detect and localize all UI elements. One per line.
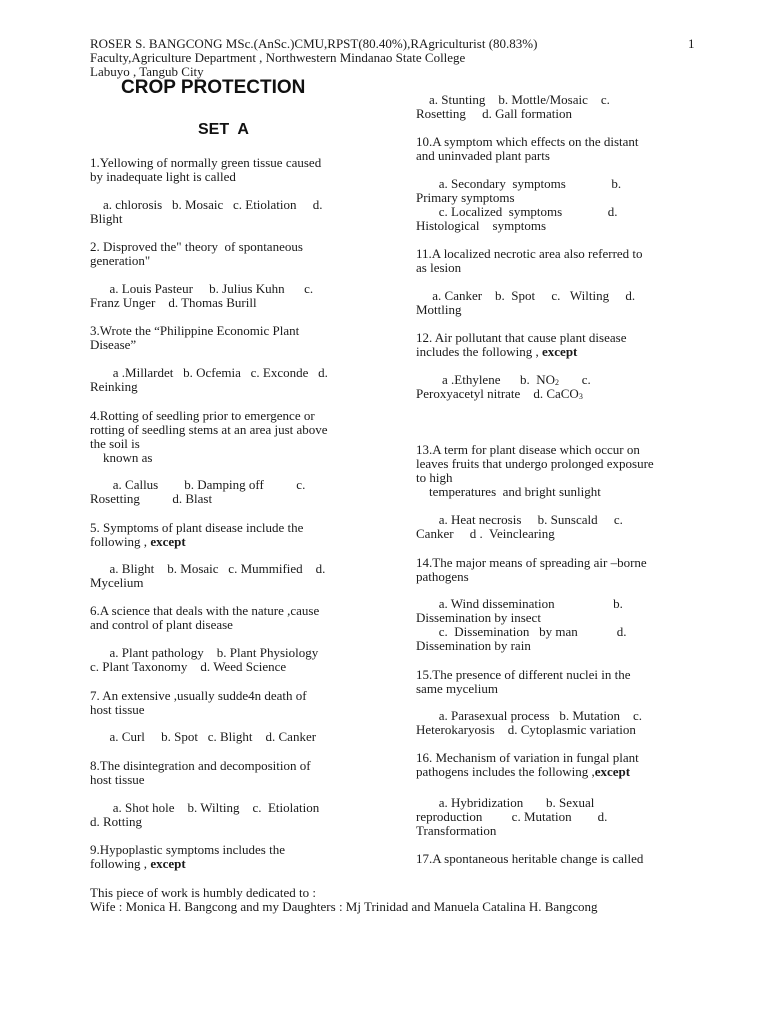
document-title: CROP PROTECTION — [121, 77, 306, 98]
left-column-line: Blight — [90, 211, 123, 226]
right-column-line: Dissemination by insect — [416, 610, 541, 625]
left-column-line: rotting of seedling stems at an area just above — [90, 422, 328, 437]
right-column-line: 12. Air pollutant that cause plant disease — [416, 330, 627, 345]
left-column-line: host tissue — [90, 772, 145, 787]
left-column-line: Rosetting d. Blast — [90, 491, 213, 506]
right-column-line: includes the following , except — [416, 344, 578, 359]
right-column-line: a. Hybridization b. Sexual — [416, 795, 595, 810]
right-column-line: Mottling — [416, 302, 462, 317]
right-column-line: Transformation — [416, 823, 497, 838]
right-column-line: Primary symptoms — [416, 190, 515, 205]
emphasis-except: except — [594, 764, 631, 779]
left-column-line: generation" — [90, 253, 151, 268]
right-column-line: Peroxyacetyl nitrate d. CaCO$_3$ — [416, 386, 583, 401]
right-column-line: a. Parasexual process b. Mutation c. — [416, 708, 643, 723]
left-column-line: Disease” — [90, 337, 137, 352]
left-column-line: d. Rotting — [90, 814, 143, 829]
right-column-line: Canker d . Veinclearing — [416, 526, 555, 541]
right-column-line: Dissemination by rain — [416, 638, 531, 653]
emphasis-except: except — [542, 344, 578, 359]
right-column-line: 13.A term for plant disease which occur on — [416, 442, 640, 457]
right-column-line: a. Secondary symptoms b. — [416, 176, 622, 191]
affiliation-line: Faculty,Agriculture Department , Northwestern Mindanao State College — [90, 50, 466, 65]
subscript: 3 — [578, 392, 583, 401]
right-column-line: Heterokaryosis d. Cytoplasmic variation — [416, 722, 636, 737]
right-column-line: a. Canker b. Spot c. Wilting d. — [416, 288, 636, 303]
left-column-line: known as — [90, 450, 153, 465]
right-column-line: 11.A localized necrotic area also referred to — [416, 246, 643, 261]
right-column-line: 17.A spontaneous heritable change is called — [416, 851, 644, 866]
left-column-line: 1.Yellowing of normally green tissue caused — [90, 155, 322, 170]
set-label: SET A — [198, 121, 249, 138]
right-column-line: Histological symptoms — [416, 218, 546, 233]
left-column-line: a. Shot hole b. Wilting c. Etiolation — [90, 800, 320, 815]
left-column-line: a. Curl b. Spot c. Blight d. Canker — [90, 729, 317, 744]
left-column-line: 9.Hypoplastic symptoms includes the — [90, 842, 285, 857]
right-column-line: as lesion — [416, 260, 462, 275]
right-column-line: temperatures and bright sunlight — [416, 484, 601, 499]
left-column-line: a .Millardet b. Ocfemia c. Exconde d. — [90, 365, 328, 380]
left-column-line: a. chlorosis b. Mosaic c. Etiolation d. — [90, 197, 323, 212]
left-column-line: by inadequate light is called — [90, 169, 236, 184]
right-column-line: pathogens includes the following ,except — [416, 764, 631, 779]
family-line: Wife : Monica H. Bangcong and my Daughters : Mj Trinidad and Manuela Catalina H. Bangcong — [90, 899, 598, 914]
emphasis-except: except — [150, 534, 186, 549]
right-column-line: reproduction c. Mutation d. — [416, 809, 608, 824]
left-column-line: host tissue — [90, 702, 145, 717]
right-column-line: c. Localized symptoms d. — [416, 204, 618, 219]
left-column-line: a. Blight b. Mosaic c. Mummified d. — [90, 561, 326, 576]
right-column-line: pathogens — [416, 569, 469, 584]
right-column-line: to high — [416, 470, 453, 485]
left-column-line: c. Plant Taxonomy d. Weed Science — [90, 659, 287, 674]
right-column-line: leaves fruits that undergo prolonged exposure — [416, 456, 654, 471]
left-column-line: 5. Symptoms of plant disease include the — [90, 520, 304, 535]
dedication-line: This piece of work is humbly dedicated to : — [90, 885, 317, 900]
right-column-line: a. Wind dissemination b. — [416, 596, 623, 611]
right-column-line: Rosetting d. Gall formation — [416, 106, 572, 121]
left-column-line: following , except — [90, 534, 186, 549]
left-column-line: the soil is — [90, 436, 140, 451]
right-column-line: a. Stunting b. Mottle/Mosaic c. — [416, 92, 610, 107]
emphasis-except: except — [150, 856, 186, 871]
left-column-line: 6.A science that deals with the nature ,cause — [90, 603, 320, 618]
left-column-line: following , except — [90, 856, 186, 871]
left-column-line: 7. An extensive ,usually sudde4n death of — [90, 688, 307, 703]
right-column-line: 10.A symptom which effects on the distant — [416, 134, 639, 149]
right-column-line: 14.The major means of spreading air –borne — [416, 555, 647, 570]
page-number: 1 — [688, 36, 695, 51]
subscript: 2 — [555, 378, 560, 387]
right-column-line: a .Ethylene b. $NO_2$ c. — [416, 372, 591, 387]
left-column-line: a. Louis Pasteur b. Julius Kuhn c. — [90, 281, 314, 296]
left-column-line: Mycelium — [90, 575, 144, 590]
right-column-line: a. Heat necrosis b. Sunscald c. — [416, 512, 623, 527]
left-column-line: 3.Wrote the “Philippine Economic Plant — [90, 323, 300, 338]
right-column-line: 15.The presence of different nuclei in the — [416, 667, 631, 682]
left-column-line: a. Callus b. Damping off c. — [90, 477, 306, 492]
right-column-line: and uninvaded plant parts — [416, 148, 550, 163]
left-column-line: 8.The disintegration and decomposition of — [90, 758, 311, 773]
left-column-line: 2. Disproved the" theory of spontaneous — [90, 239, 303, 254]
left-column-line: a. Plant pathology b. Plant Physiology — [90, 645, 319, 660]
left-column-line: 4.Rotting of seedling prior to emergence or — [90, 408, 315, 423]
right-column-line: same mycelium — [416, 681, 498, 696]
location-line: Labuyo , Tangub City — [90, 64, 204, 79]
left-column-line: Reinking — [90, 379, 138, 394]
left-column-line: and control of plant disease — [90, 617, 233, 632]
right-column-line: c. Dissemination by man d. — [416, 624, 627, 639]
left-column-line: Franz Unger d. Thomas Burill — [90, 295, 257, 310]
right-column-line: 16. Mechanism of variation in fungal plant — [416, 750, 639, 765]
author-line: ROSER S. BANGCONG MSc.(AnSc.)CMU,RPST(80.40%),RAgriculturist (80.83%) — [90, 36, 538, 51]
